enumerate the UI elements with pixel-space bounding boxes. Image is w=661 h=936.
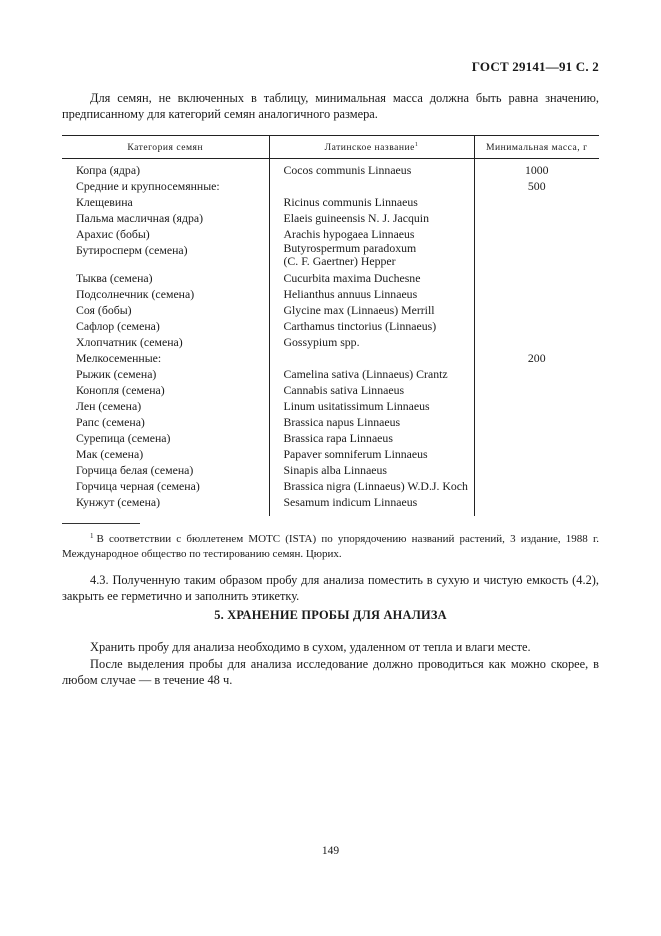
seed-category-cell: Арахис (бобы) [76,227,150,241]
table-row [62,226,599,242]
min-mass-cell [474,318,599,334]
min-mass-cell [474,334,599,350]
table-row [62,178,599,194]
min-mass-cell: 500 [474,178,599,194]
seed-category-cell: Горчица черная (семена) [76,479,200,494]
latin-name-cell: Linum usitatissimum Linnaeus [269,398,474,414]
latin-name-cell: Cocos communis Linnaeus [269,159,474,179]
table-row [62,366,599,382]
latin-name-line-1: Butyrospermum paradoxum [283,241,417,255]
latin-name-cell [269,178,474,194]
footnote [62,529,599,561]
seed-category-cell: Рапс (семена) [76,415,145,430]
latin-name-cell: Ricinus communis Linnaeus [269,194,474,210]
table-row [62,494,599,516]
seed-category-cell: Конопля (семена) [76,383,165,398]
seed-category-cell: Средние и крупносемянные: [76,179,220,193]
min-mass-cell [474,286,599,302]
latin-name-cell: Arachis hypogaea Linnaeus [269,226,474,242]
column-header-footnote-marker: 1 [414,141,419,148]
latin-name-cell: Cannabis sativa Linnaeus [269,382,474,398]
table-row [62,382,599,398]
table-row [62,318,599,334]
latin-name-cell: Sesamum indicum Linnaeus [269,494,474,516]
min-mass-cell [474,446,599,462]
column-header-latin [269,136,474,159]
seed-category-cell: Тыква (семена) [76,271,153,286]
section-paragraph-2: После выделения пробы для анализа исследование должно проводиться как можно скорее, в любом случае — в течение 48 ч. [62,657,599,687]
section-paragraph-1: Хранить пробу для анализа необходимо в сухом, удаленном от тепла и влаги месте. [90,640,531,654]
min-mass-cell [474,462,599,478]
latin-name-cell: Carthamus tinctorius (Linnaeus) [269,318,474,334]
seed-category-cell: Мелкосеменные: [76,351,162,366]
seed-category-cell: Мак (семена) [76,447,144,462]
seed-category-cell: Лен (семена) [76,399,142,414]
min-mass-cell [474,302,599,318]
latin-name-cell [269,242,474,270]
table-row [62,446,599,462]
latin-name-cell: Elaeis guineensis N. J. Jacquin [269,210,474,226]
table-row [62,430,599,446]
page-number: 149 [321,845,340,857]
seed-category-cell: Хлопчатник (семена) [76,335,183,350]
min-mass-cell [474,398,599,414]
latin-name-cell: Sinapis alba Linnaeus [269,462,474,478]
min-mass-cell [474,366,599,382]
footnote-divider [62,523,140,524]
min-mass-cell [474,478,599,494]
min-mass-cell [474,242,599,270]
latin-name-cell: Helianthus annuus Linnaeus [269,286,474,302]
footnote-marker: 1 [90,532,94,540]
column-header-latin-label: Латинское название [324,141,415,153]
min-mass-cell [474,226,599,242]
min-mass-cell [474,414,599,430]
latin-name-cell [269,350,474,366]
table-row [62,478,599,494]
min-mass-cell: 200 [474,350,599,366]
min-mass-cell [474,494,599,516]
seed-category-cell: Копра (ядра) [76,163,140,177]
latin-name-cell: Gossypium spp. [269,334,474,350]
seed-category-cell: Горчица белая (семена) [76,463,194,478]
footnote-text: В соответствии с бюллетенем МОТС (ISTA) по упорядочению названий растений, 3 издание, 1988 г. Международное общество по тестированию семян. Цюрих. [62,533,599,560]
table-row [62,302,599,318]
table-header-row [62,136,599,159]
seed-category-cell: Подсолнечник (семена) [76,287,195,302]
table-row [62,242,599,270]
table-row [62,414,599,430]
table-row [62,210,599,226]
min-mass-cell [474,194,599,210]
latin-name-cell: Brassica rapa Linnaeus [269,430,474,446]
min-mass-cell [474,430,599,446]
seed-mass-table [62,135,599,516]
latin-name-cell: Camelina sativa (Linnaeus) Crantz [269,366,474,382]
latin-name-cell: Cucurbita maxima Duchesne [269,270,474,286]
table-row [62,194,599,210]
seed-category-cell: Сафлор (семена) [76,319,160,334]
table-row [62,398,599,414]
min-mass-cell: 1000 [474,159,599,179]
column-header-mass: Минимальная масса, г [474,136,599,159]
seed-category-cell: Пальма масличная (ядра) [76,211,204,225]
latin-name-cell: Glycine max (Linnaeus) Merrill [269,302,474,318]
seed-category-cell: Сурепица (семена) [76,431,171,446]
paragraph-4-3: 4.3. Полученную таким образом пробу для анализа поместить в сухую и чистую емкость (4.2), закрыть ее герметично и заполнить этикетку. [62,573,599,603]
seed-category-cell: Соя (бобы) [76,303,132,318]
latin-name-cell: Brassica napus Linnaeus [269,414,474,430]
seed-category-cell: Бутироспeрм (семена) [76,243,188,257]
min-mass-cell [474,270,599,286]
document-header: ГОСТ 29141—91 С. 2 [471,59,599,74]
latin-name-cell: Brassica nigra (Linnaeus) W.D.J. Koch [269,478,474,494]
seed-category-cell: Клещевина [76,195,133,209]
section-title: 5. ХРАНЕНИЕ ПРОБЫ ДЛЯ АНАЛИЗА [214,608,447,622]
table-row [62,462,599,478]
latin-name-cell: Papaver somniferum Linnaeus [269,446,474,462]
latin-name-line-2: (C. F. Gaertner) Hepper [283,253,396,268]
column-header-category: Категория семян [62,136,269,159]
intro-paragraph: Для семян, не включенных в таблицу, минимальная масса должна быть равна значению, предписанному для категорий семян аналогичного размера. [62,91,599,121]
seed-category-cell: Рыжик (семена) [76,367,157,382]
table-row [62,159,599,179]
seed-category-cell: Кунжут (семена) [76,495,161,510]
table-row [62,334,599,350]
table-row [62,270,599,286]
table-row [62,350,599,366]
table-row [62,286,599,302]
min-mass-cell [474,210,599,226]
min-mass-cell [474,382,599,398]
